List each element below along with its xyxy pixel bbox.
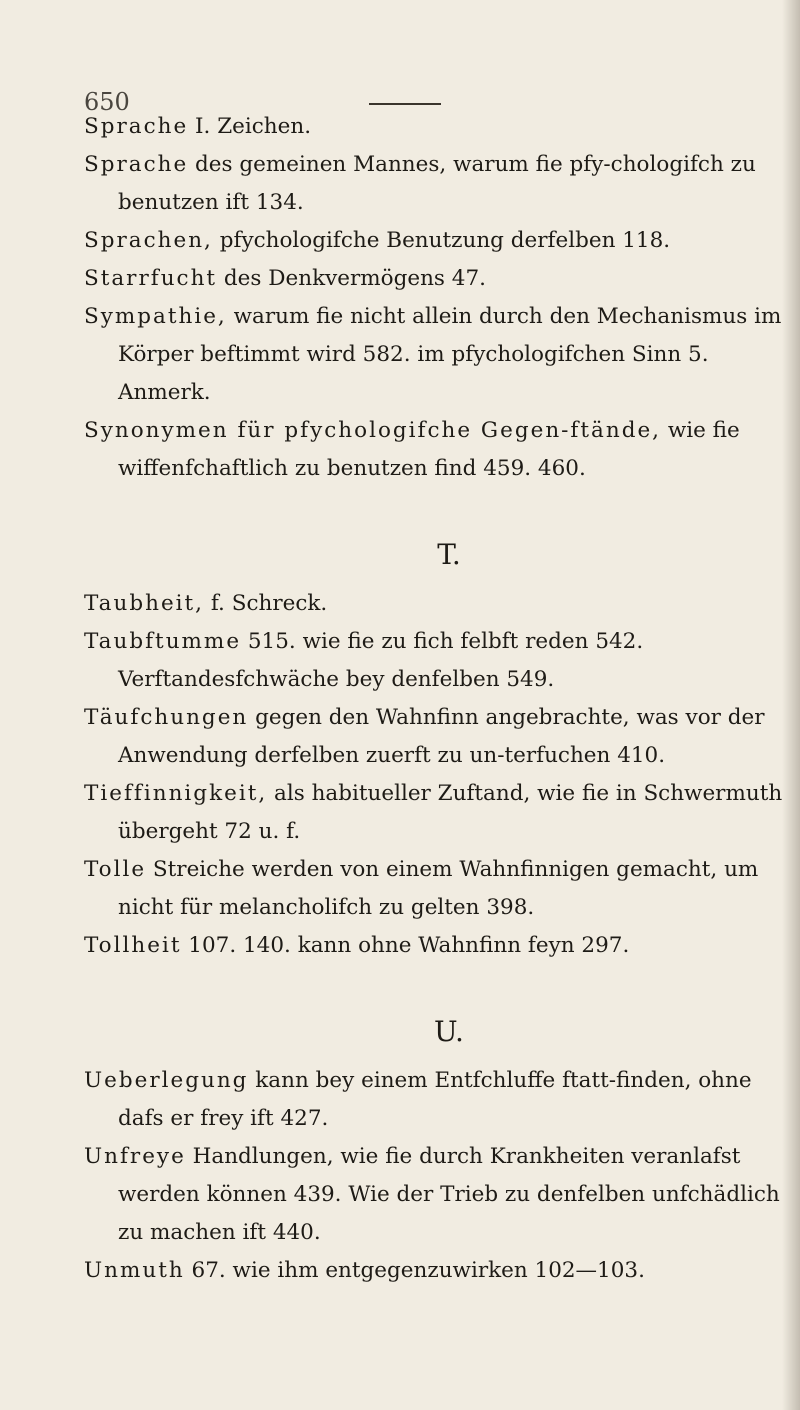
entry-term: Sprachen,	[84, 228, 213, 253]
index-entry	[84, 851, 784, 927]
entry-term: Sprache	[84, 114, 189, 139]
entry-text: pfychologifche Benutzung derfelben 118.	[212, 228, 671, 253]
entry-term: Starrfucht	[84, 266, 218, 291]
index-entry	[84, 585, 784, 623]
page-number: 650	[84, 88, 130, 116]
entry-text: I. Zeichen.	[188, 114, 312, 139]
index-entry	[84, 108, 784, 146]
entry-term: Unmuth	[84, 1258, 185, 1283]
index-entry	[84, 1062, 784, 1138]
entry-term: Tieffinnigkeit,	[84, 781, 268, 806]
entry-text: als habitueller Zuftand, wie fie in Schwermuth übergeht 72 u. f.	[118, 781, 783, 844]
entry-text: warum fie nicht allein durch den Mechanismus im Körper beftimmt wird 582. im pfychologifchen Sinn 5. Anmerk.	[118, 304, 782, 405]
entry-text: f. Schreck.	[204, 591, 328, 616]
index-entry	[84, 298, 784, 412]
entry-term: Taubftumme	[84, 629, 242, 654]
section-t	[84, 585, 784, 965]
index-entry	[84, 699, 784, 775]
index-entry	[84, 775, 784, 851]
entry-term: Synonymen für pfychologifche Gegen-ftände,	[84, 418, 662, 443]
entry-text: gegen den Wahnfinn angebrachte, was vor der Anwendung derfelben zuerft zu un-terfuchen 410.	[118, 705, 765, 768]
index-entry	[84, 146, 784, 222]
index-entry	[84, 260, 784, 298]
entry-text: wie fie wiffenfchaftlich zu benutzen find 459. 460.	[118, 418, 740, 481]
entry-text: 67. wie ihm entgegenzuwirken 102—103.	[184, 1258, 645, 1283]
index-entry	[84, 222, 784, 260]
entry-term: Tolle	[84, 857, 147, 882]
section-s	[84, 108, 784, 488]
section-letter-t: T.	[437, 538, 461, 571]
entry-term: Täufchungen	[84, 705, 249, 730]
index-entry	[84, 927, 784, 965]
index-entry	[84, 1252, 784, 1290]
index-content	[84, 108, 784, 1290]
entry-text: kann bey einem Entfchluffe ftatt-finden, ohne dafs er frey ift 427.	[118, 1068, 752, 1131]
entry-term: Sympathie,	[84, 304, 227, 329]
header-rule	[369, 103, 441, 105]
entry-term: Ueberlegung	[84, 1068, 249, 1093]
entry-term: Sprache	[84, 152, 189, 177]
entry-text: 515. wie fie zu fich felbft reden 542. Verftandesfchwäche bey denfelben 549.	[118, 629, 644, 692]
index-entry	[84, 412, 784, 488]
entry-text: Streiche werden von einem Wahnfinnigen gemacht, um nicht für melancholifch zu gelten 398.	[118, 857, 759, 920]
entry-text: 107. 140. kann ohne Wahnfinn feyn 297.	[181, 933, 630, 958]
index-entry	[84, 623, 784, 699]
section-u	[84, 1062, 784, 1290]
entry-text: des gemeinen Mannes, warum fie pfy-chologifch zu benutzen ift 134.	[118, 152, 756, 215]
section-letter-u: U.	[434, 1015, 464, 1048]
entry-text: Handlungen, wie fie durch Krankheiten veranlafst werden können 439. Wie der Trieb zu denfelben unfchädlich zu machen ift 440.	[118, 1144, 780, 1245]
page-edge-shadow	[782, 0, 800, 1410]
entry-term: Taubheit,	[84, 591, 205, 616]
entry-term: Unfreye	[84, 1144, 186, 1169]
index-entry	[84, 1138, 784, 1252]
entry-term: Tollheit	[84, 933, 182, 958]
entry-text: des Denkvermögens 47.	[217, 266, 486, 291]
